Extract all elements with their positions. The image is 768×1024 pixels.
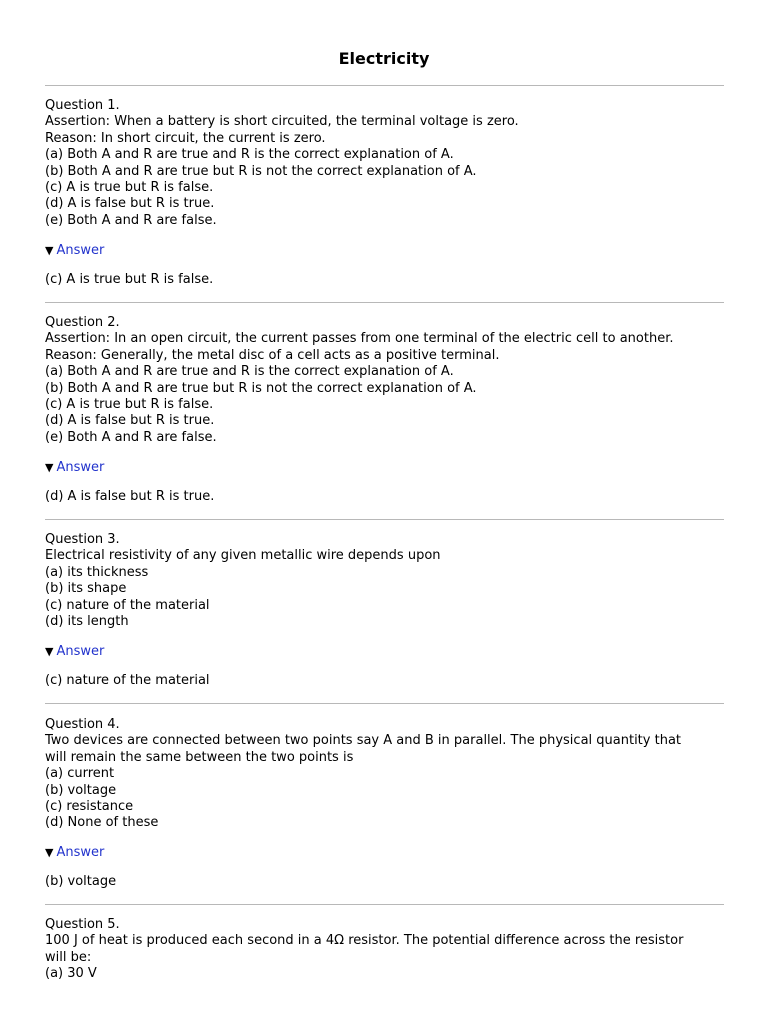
option-line: (d) A is false but R is true. [45, 196, 215, 212]
option-line: (c) A is true but R is false. [45, 179, 214, 195]
triangle-down-icon: ▼ [45, 846, 54, 859]
answer-toggle-label: Answer [56, 644, 105, 659]
question-1 [45, 98, 725, 229]
answer-toggle[interactable] [45, 460, 104, 476]
answer-toggle[interactable] [45, 845, 104, 861]
option-line: (d) None of these [45, 815, 159, 831]
option-line: (a) 30 V [45, 966, 97, 982]
answer-toggle[interactable] [45, 644, 104, 660]
question-line: will be: [45, 949, 92, 965]
question-line: Reason: Generally, the metal disc of a cell acts as a positive terminal. [45, 347, 500, 363]
option-line: (b) its shape [45, 581, 127, 597]
option-line: (e) Both A and R are false. [45, 212, 217, 228]
option-line: (a) current [45, 766, 115, 782]
triangle-down-icon: ▼ [45, 461, 54, 474]
answer-text: (c) A is true but R is false. [45, 272, 214, 287]
divider [45, 519, 724, 520]
option-line: (d) A is false but R is true. [45, 413, 215, 429]
question-line: Electrical resistivity of any given metallic wire depends upon [45, 548, 441, 564]
answer-toggle-label: Answer [56, 243, 105, 258]
triangle-down-icon: ▼ [45, 645, 54, 658]
option-line: (a) Both A and R are true and R is the correct explanation of A. [45, 147, 454, 163]
question-heading: Question 2. [45, 315, 120, 330]
question-line: 100 J of heat is produced each second in a 4Ω resistor. The potential difference across the resistor [45, 933, 684, 949]
option-line: (c) A is true but R is false. [45, 396, 214, 412]
question-heading: Question 4. [45, 717, 120, 732]
option-line: (d) its length [45, 613, 129, 629]
question-3 [45, 532, 725, 630]
question-4 [45, 717, 725, 832]
answer-toggle[interactable] [45, 243, 104, 259]
divider [45, 302, 724, 303]
question-line: Two devices are connected between two points say A and B in parallel. The physical quantity that [45, 733, 682, 749]
question-line: Assertion: In an open circuit, the current passes from one terminal of the electric cell to another. [45, 331, 674, 347]
question-line: will remain the same between the two points is [45, 749, 354, 765]
question-heading: Question 5. [45, 917, 120, 932]
answer-toggle-label: Answer [56, 845, 105, 860]
answer-text: (b) voltage [45, 874, 117, 889]
answer-text: (c) nature of the material [45, 673, 210, 688]
option-line: (b) Both A and R are true but R is not the correct explanation of A. [45, 163, 477, 179]
answer-toggle-label: Answer [56, 460, 105, 475]
page-title: Electricity [338, 49, 430, 68]
option-line: (b) Both A and R are true but R is not the correct explanation of A. [45, 380, 477, 396]
answer-text: (d) A is false but R is true. [45, 489, 215, 504]
option-line: (c) resistance [45, 798, 134, 814]
option-line: (b) voltage [45, 782, 117, 798]
triangle-down-icon: ▼ [45, 244, 54, 257]
option-line: (c) nature of the material [45, 597, 210, 613]
option-line: (a) its thickness [45, 564, 149, 580]
question-2 [45, 315, 725, 446]
question-heading: Question 1. [45, 98, 120, 113]
question-heading: Question 3. [45, 532, 120, 547]
question-5 [45, 917, 725, 983]
question-line: Reason: In short circuit, the current is zero. [45, 130, 326, 146]
divider [45, 703, 724, 704]
option-line: (e) Both A and R are false. [45, 429, 217, 445]
option-line: (a) Both A and R are true and R is the correct explanation of A. [45, 364, 454, 380]
divider [45, 85, 724, 86]
divider [45, 904, 724, 905]
question-line: Assertion: When a battery is short circuited, the terminal voltage is zero. [45, 114, 519, 130]
